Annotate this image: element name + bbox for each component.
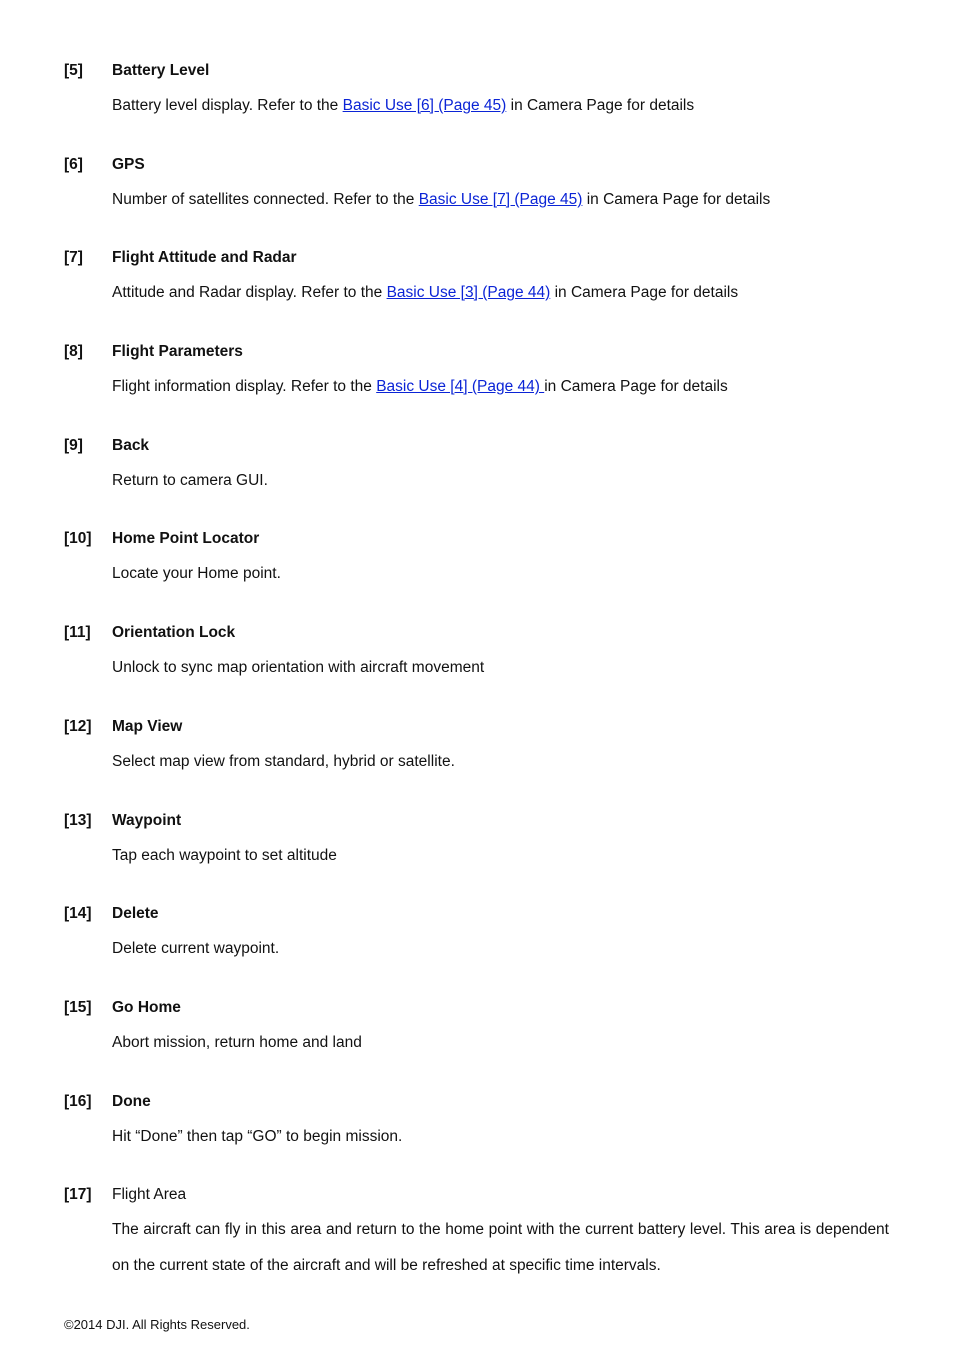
entry-title: Waypoint <box>112 812 182 829</box>
entry-description: The aircraft can fly in this area and return to the home point with the current battery level. This area is dependent on the current state of the aircraft and will be refreshed at specific time intervals. <box>112 1221 889 1274</box>
entry-description <box>112 283 738 303</box>
entry-number: [17] <box>64 1186 92 1203</box>
entry-title: Map View <box>112 718 183 735</box>
entry-title: Home Point Locator <box>112 530 260 547</box>
entry-description: Abort mission, return home and land <box>112 1034 362 1051</box>
basic-use-link[interactable]: Basic Use [3] (Page 44) <box>386 284 551 301</box>
entry-title: Back <box>112 437 150 454</box>
entry-number: [6] <box>64 156 83 173</box>
desc-text: in Camera Page for details <box>544 378 728 395</box>
entry-title: Flight Area <box>112 1186 187 1203</box>
entry-number: [7] <box>64 249 83 266</box>
entry-number: [5] <box>64 62 83 79</box>
entry-description <box>112 96 694 116</box>
desc-text: Flight information display. Refer to the <box>112 378 377 395</box>
desc-text: Battery level display. Refer to the <box>112 97 343 114</box>
entry-description <box>112 377 728 397</box>
entry-number: [10] <box>64 530 92 547</box>
entry-number: [9] <box>64 437 83 454</box>
entry-title: Go Home <box>112 999 181 1016</box>
entry-description: Delete current waypoint. <box>112 940 280 957</box>
entry-number: [11] <box>64 624 91 641</box>
entry-description: Locate your Home point. <box>112 565 281 582</box>
entry-number: [12] <box>64 718 92 735</box>
basic-use-link[interactable]: Basic Use [4] (Page 44) <box>376 378 545 395</box>
entry-title: Delete <box>112 905 159 922</box>
entry-number: [13] <box>64 812 92 829</box>
basic-use-link[interactable]: Basic Use [6] (Page 45) <box>342 97 507 114</box>
entry-description: Hit “Done” then tap “GO” to begin mission. <box>112 1128 403 1145</box>
desc-text: in Camera Page for details <box>550 284 739 301</box>
entry-title: Battery Level <box>112 62 210 79</box>
desc-text: in Camera Page for details <box>582 191 771 208</box>
entry-number: [8] <box>64 343 83 360</box>
entry-title: Flight Attitude and Radar <box>112 249 297 266</box>
entry-description: Select map view from standard, hybrid or satellite. <box>112 753 455 770</box>
basic-use-link[interactable]: Basic Use [7] (Page 45) <box>418 191 583 208</box>
entry-description <box>112 190 770 210</box>
entry-number: [14] <box>64 905 92 922</box>
desc-text: in Camera Page for details <box>506 97 695 114</box>
entry-description: Tap each waypoint to set altitude <box>112 847 337 864</box>
desc-text: Attitude and Radar display. Refer to the <box>112 284 387 301</box>
entry-number: [15] <box>64 999 92 1016</box>
entry-title: Orientation Lock <box>112 624 236 641</box>
entry-title: Flight Parameters <box>112 343 243 360</box>
entry-number: [16] <box>64 1093 92 1110</box>
entry-description: Return to camera GUI. <box>112 472 268 489</box>
entry-description: Unlock to sync map orientation with aircraft movement <box>112 659 485 676</box>
copyright-footer: ©2014 DJI. All Rights Reserved. <box>64 1317 250 1332</box>
desc-text: Number of satellites connected. Refer to the <box>112 191 419 208</box>
entry-title: Done <box>112 1093 151 1110</box>
entry-title: GPS <box>112 156 145 173</box>
